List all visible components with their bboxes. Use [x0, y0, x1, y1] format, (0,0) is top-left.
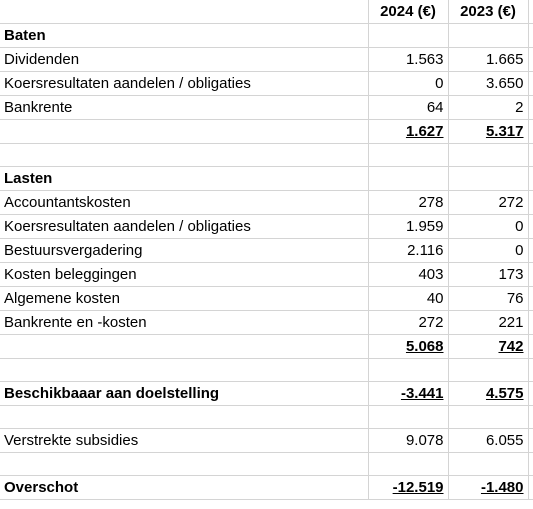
subsidies-2024[interactable]: 9.078 — [368, 429, 448, 453]
pad-cell — [528, 120, 533, 144]
value-2024[interactable]: 1.563 — [368, 48, 448, 72]
beschikbaar-row — [0, 382, 533, 406]
value-2023[interactable]: 2 — [448, 96, 528, 120]
section-row-lasten — [0, 167, 533, 191]
empty-cell[interactable] — [368, 24, 448, 48]
overschot-label[interactable]: Overschot — [0, 476, 368, 500]
empty-cell[interactable] — [0, 406, 368, 429]
value-2024[interactable]: 1.959 — [368, 215, 448, 239]
table-row — [0, 287, 533, 311]
row-label[interactable]: Bankrente en -kosten — [0, 311, 368, 335]
value-2024[interactable]: 272 — [368, 311, 448, 335]
empty-cell[interactable] — [0, 359, 368, 382]
empty-cell[interactable] — [448, 24, 528, 48]
row-label[interactable]: Kosten beleggingen — [0, 263, 368, 287]
total-2024: 1.627 — [405, 123, 444, 140]
pad-cell — [528, 287, 533, 311]
pad-cell — [528, 24, 533, 48]
table-row — [0, 239, 533, 263]
value-2023[interactable]: 1.665 — [448, 48, 528, 72]
value-2023[interactable]: 272 — [448, 191, 528, 215]
overschot-2023: -1.480 — [480, 479, 524, 496]
total-2023: 742 — [498, 338, 524, 355]
pad-cell — [528, 453, 533, 476]
value-2023[interactable]: 3.650 — [448, 72, 528, 96]
empty-cell[interactable] — [368, 144, 448, 167]
empty-cell[interactable] — [448, 359, 528, 382]
value-2024[interactable]: 2.116 — [368, 239, 448, 263]
overschot-2023-cell[interactable] — [448, 476, 528, 500]
row-label[interactable]: Accountantskosten — [0, 191, 368, 215]
empty-cell[interactable] — [448, 167, 528, 191]
row-label[interactable]: Koersresultaten aandelen / obligaties — [0, 215, 368, 239]
section-title-lasten[interactable]: Lasten — [0, 167, 368, 191]
total-2023-cell[interactable] — [448, 335, 528, 359]
row-label[interactable]: Dividenden — [0, 48, 368, 72]
beschikbaar-2023-cell[interactable] — [448, 382, 528, 406]
table-row — [0, 72, 533, 96]
pad-cell — [528, 239, 533, 263]
empty-cell[interactable] — [448, 144, 528, 167]
header-row — [0, 0, 533, 24]
pad-cell — [528, 476, 533, 500]
value-2023[interactable]: 0 — [448, 215, 528, 239]
overschot-row — [0, 476, 533, 500]
pad-cell — [528, 0, 533, 24]
empty-row — [0, 144, 533, 167]
section-title-baten[interactable]: Baten — [0, 24, 368, 48]
value-2023[interactable]: 76 — [448, 287, 528, 311]
table-row — [0, 48, 533, 72]
pad-cell — [528, 215, 533, 239]
overschot-2024: -12.519 — [392, 479, 444, 496]
row-label[interactable]: Algemene kosten — [0, 287, 368, 311]
value-2024[interactable]: 64 — [368, 96, 448, 120]
pad-cell — [528, 382, 533, 406]
empty-cell[interactable] — [0, 453, 368, 476]
empty-cell[interactable] — [448, 406, 528, 429]
empty-cell[interactable] — [368, 406, 448, 429]
total-2024-cell[interactable] — [368, 335, 448, 359]
header-2024[interactable]: 2024 (€) — [368, 0, 448, 24]
pad-cell — [528, 96, 533, 120]
header-label-cell[interactable] — [0, 0, 368, 24]
empty-row — [0, 359, 533, 382]
pad-cell — [528, 429, 533, 453]
total-row-baten — [0, 120, 533, 144]
subsidies-2023[interactable]: 6.055 — [448, 429, 528, 453]
table-row — [0, 96, 533, 120]
pad-cell — [528, 359, 533, 382]
value-2023[interactable]: 0 — [448, 239, 528, 263]
value-2023[interactable]: 221 — [448, 311, 528, 335]
total-2023-cell[interactable] — [448, 120, 528, 144]
table-row — [0, 191, 533, 215]
pad-cell — [528, 48, 533, 72]
value-2023[interactable]: 173 — [448, 263, 528, 287]
empty-row — [0, 406, 533, 429]
subsidies-label[interactable]: Verstrekte subsidies — [0, 429, 368, 453]
overschot-2024-cell[interactable] — [368, 476, 448, 500]
header-2023[interactable]: 2023 (€) — [448, 0, 528, 24]
value-2024[interactable]: 278 — [368, 191, 448, 215]
beschikbaar-2024: -3.441 — [400, 385, 444, 402]
empty-cell[interactable] — [368, 359, 448, 382]
pad-cell — [528, 263, 533, 287]
table-row — [0, 263, 533, 287]
pad-cell — [528, 406, 533, 429]
empty-cell[interactable] — [0, 144, 368, 167]
value-2024[interactable]: 0 — [368, 72, 448, 96]
beschikbaar-2023: 4.575 — [485, 385, 524, 402]
total-2024-cell[interactable] — [368, 120, 448, 144]
section-row-baten — [0, 24, 533, 48]
empty-cell[interactable] — [0, 120, 368, 144]
table-row — [0, 215, 533, 239]
value-2024[interactable]: 40 — [368, 287, 448, 311]
empty-cell[interactable] — [448, 453, 528, 476]
row-label[interactable]: Bankrente — [0, 96, 368, 120]
beschikbaar-2024-cell[interactable] — [368, 382, 448, 406]
empty-cell[interactable] — [368, 167, 448, 191]
empty-cell[interactable] — [0, 335, 368, 359]
pad-cell — [528, 72, 533, 96]
total-2023: 5.317 — [485, 123, 524, 140]
pad-cell — [528, 311, 533, 335]
total-row-lasten — [0, 335, 533, 359]
row-label[interactable]: Bestuursvergadering — [0, 239, 368, 263]
empty-cell[interactable] — [368, 453, 448, 476]
table-row — [0, 311, 533, 335]
pad-cell — [528, 191, 533, 215]
value-2024[interactable]: 403 — [368, 263, 448, 287]
pad-cell — [528, 144, 533, 167]
beschikbaar-label[interactable]: Beschikbaaar aan doelstelling — [0, 382, 368, 406]
pad-cell — [528, 335, 533, 359]
subsidies-row — [0, 429, 533, 453]
pad-cell — [528, 167, 533, 191]
total-2024: 5.068 — [405, 338, 444, 355]
row-label[interactable]: Koersresultaten aandelen / obligaties — [0, 72, 368, 96]
empty-row — [0, 453, 533, 476]
